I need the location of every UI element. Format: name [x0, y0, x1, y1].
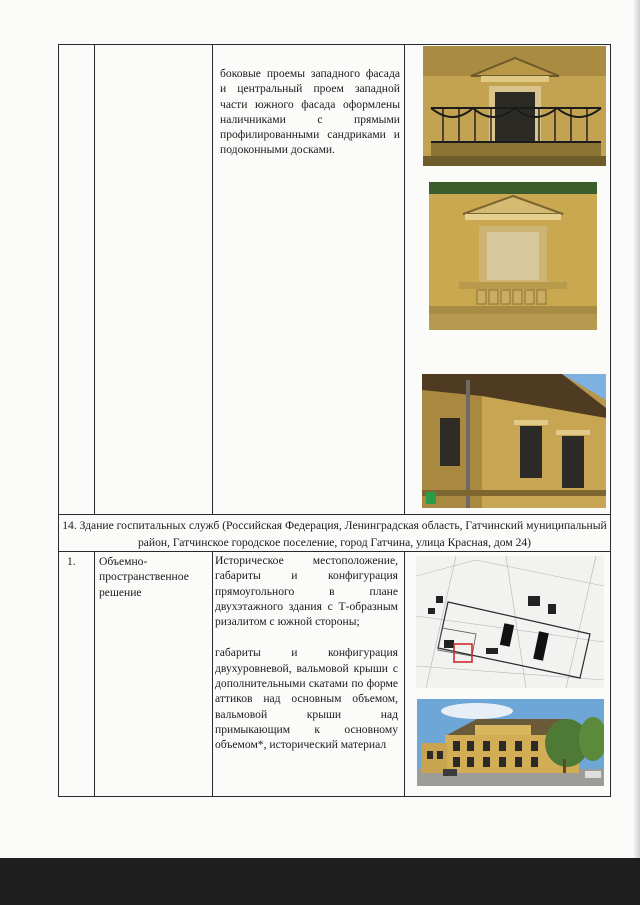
row-number: 1.	[67, 555, 76, 568]
col-divider-3-lower	[404, 551, 405, 797]
page-edge-shadow	[634, 0, 640, 858]
row1-text-2: габариты и конфигурация двухуровневой, вальмовой крыши с дополнительными скатами по форме аттиков над основным объемом, вальмовой крыши над примыкающим к основному объемом*, исторический материал	[215, 646, 398, 752]
hospital-building-photo	[417, 699, 604, 786]
heritage-table	[58, 44, 611, 797]
col-divider-1-upper	[94, 44, 95, 515]
upper-description-text: боковые проемы западного фасада и центральный проем западной части южного фасада оформлены наличниками с прямыми профилированными сандриками и подоконными досками.	[220, 67, 400, 157]
section-title: 14. Здание госпитальных служб (Российская Федерация, Ленинградская область, Гатчинский муниципальный район, Гатчинское городское поселение, город Гатчина, улица Красная, дом 24)	[62, 519, 607, 549]
site-plan-image	[416, 556, 604, 688]
paragraph-gap	[215, 629, 398, 645]
col-divider-2-lower	[212, 551, 213, 797]
row-category: Объемно-пространственное решение	[99, 555, 189, 599]
balcony-photo	[423, 46, 606, 166]
table-right-border	[610, 44, 611, 797]
corner-facade-photo	[422, 374, 606, 508]
col-divider-3-upper	[404, 44, 405, 515]
table-left-border	[58, 44, 59, 797]
col-divider-2-upper	[212, 44, 213, 515]
scanner-edge-bar	[0, 858, 640, 905]
row-divider-upper	[58, 514, 611, 515]
window-pediment-photo	[429, 182, 597, 330]
row1-text-1: Историческое местоположение, габариты и конфигурация прямоугольного в плане двухэтажного здания с Т-образным ризалитом с южной стороны;	[215, 554, 398, 629]
table-top-border	[58, 44, 611, 45]
upper-row-description	[220, 66, 400, 158]
row1-description	[215, 553, 398, 753]
row-divider-section	[58, 551, 611, 552]
table-bottom-border	[58, 796, 611, 797]
col-divider-1-lower	[94, 551, 95, 797]
